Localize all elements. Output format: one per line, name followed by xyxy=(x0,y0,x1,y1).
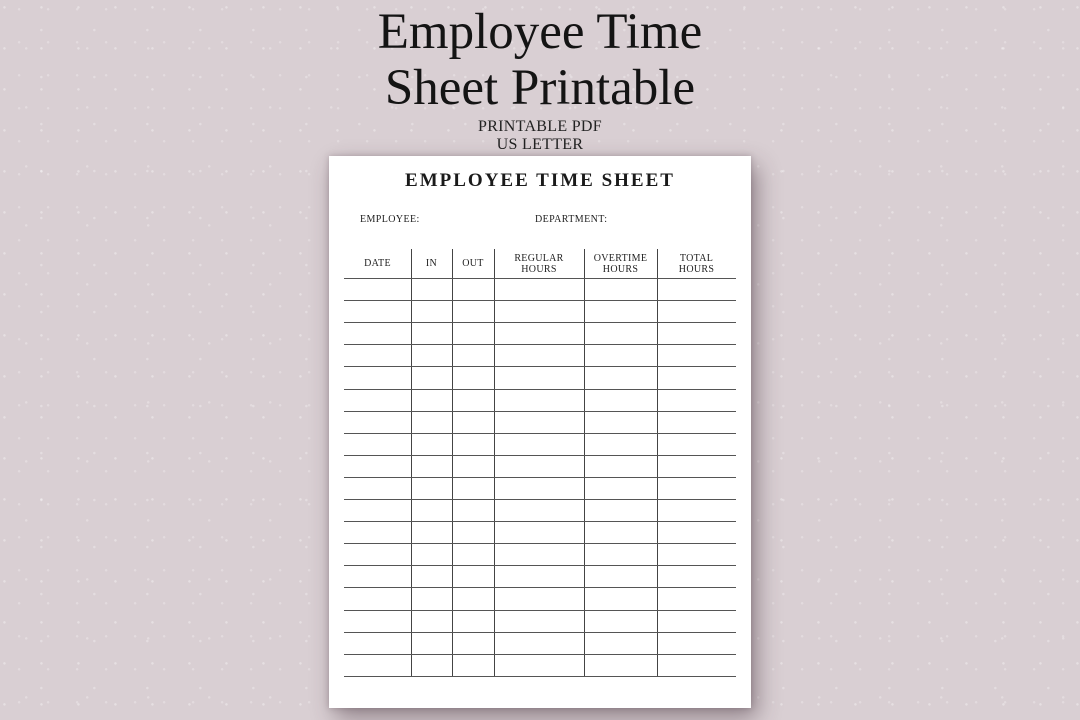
banner-subtitle-size: US LETTER xyxy=(496,136,584,153)
row-rule xyxy=(344,543,736,544)
timesheet-page xyxy=(329,156,751,708)
column-divider xyxy=(452,249,453,676)
row-rule xyxy=(344,322,736,323)
row-rule xyxy=(344,455,736,456)
row-rule xyxy=(344,477,736,478)
row-rule xyxy=(344,587,736,588)
column-header-out: OUT xyxy=(462,258,484,269)
column-divider xyxy=(494,249,495,676)
column-header-date: DATE xyxy=(364,258,391,269)
column-divider xyxy=(411,249,412,676)
row-rule xyxy=(344,499,736,500)
banner-subtitle-format: PRINTABLE PDF xyxy=(478,118,602,135)
banner-title-line-1: Employee Time xyxy=(377,4,703,60)
department-field-label: DEPARTMENT: xyxy=(535,214,608,225)
row-rule xyxy=(344,654,736,655)
column-header-regular-hours: REGULAR HOURS xyxy=(514,252,564,275)
row-rule xyxy=(344,610,736,611)
column-divider xyxy=(584,249,585,676)
row-rule xyxy=(344,366,736,367)
row-rule xyxy=(344,565,736,566)
row-rule xyxy=(344,300,736,301)
banner-title-line-2: Sheet Printable xyxy=(384,60,696,116)
column-header-overtime-hours: OVERTIME HOURS xyxy=(593,252,648,275)
row-rule xyxy=(344,676,736,677)
sheet-title: EMPLOYEE TIME SHEET xyxy=(405,170,675,191)
column-divider xyxy=(657,249,658,676)
row-rule xyxy=(344,433,736,434)
row-rule xyxy=(344,521,736,522)
row-rule xyxy=(344,389,736,390)
row-rule xyxy=(344,632,736,633)
employee-field-label: EMPLOYEE: xyxy=(360,214,420,225)
header-rule xyxy=(344,278,736,279)
row-rule xyxy=(344,411,736,412)
row-rule xyxy=(344,344,736,345)
column-header-in: IN xyxy=(425,258,438,269)
banner-title xyxy=(0,4,1080,116)
timesheet-table xyxy=(344,249,736,676)
column-header-total-hours: TOTAL HOURS xyxy=(678,252,715,275)
